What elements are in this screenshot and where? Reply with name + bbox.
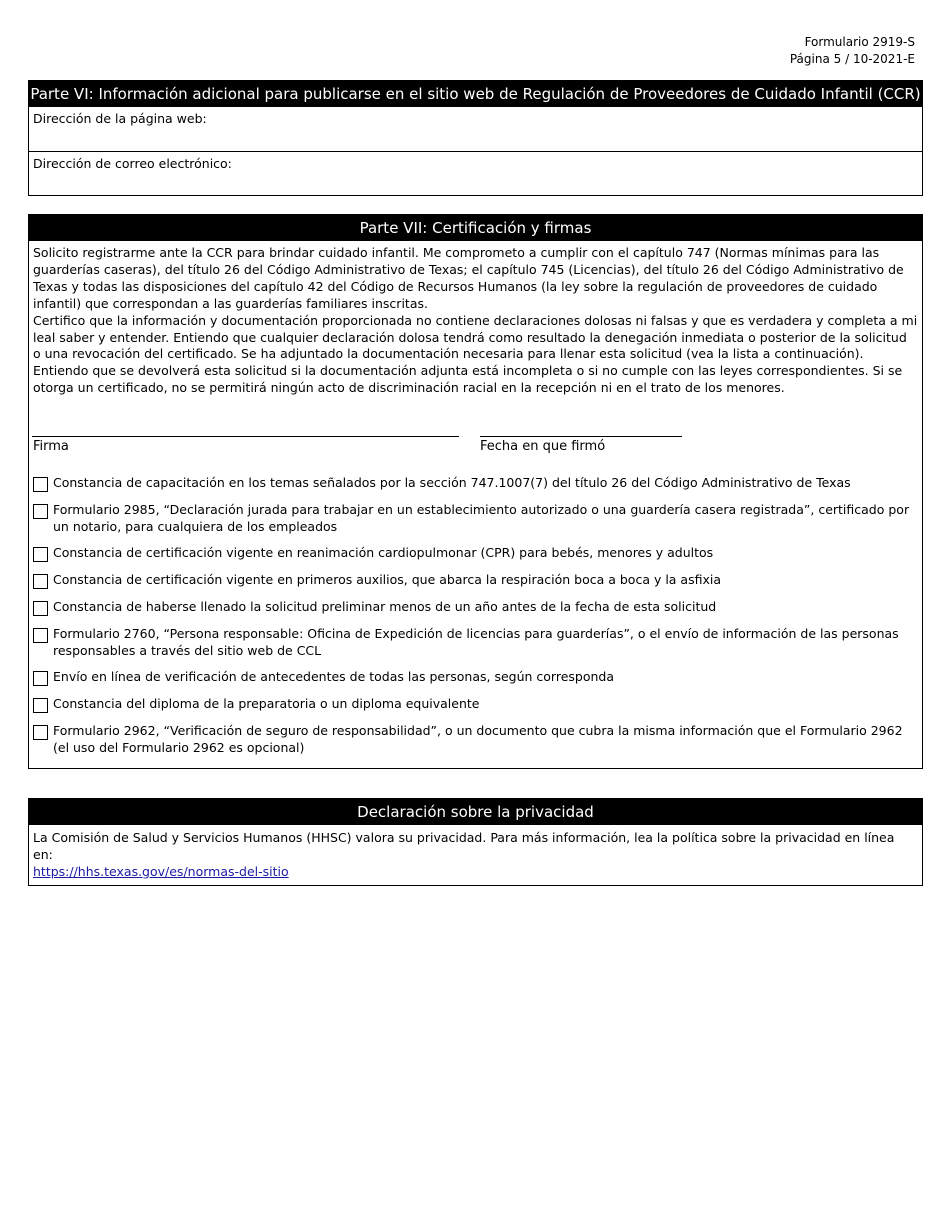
checkbox[interactable] [33,698,48,713]
signature-date-line[interactable] [480,436,682,437]
checkbox[interactable] [33,601,48,616]
checklist-item-label: Constancia de haberse llenado la solicitud preliminar menos de un año antes de la fecha de esta solicitud [53,599,717,615]
checkbox[interactable] [33,628,48,643]
form-number: Formulario 2919-S [804,35,915,49]
page-info: Página 5 / 10-2021-E [789,52,915,66]
checklist-item-label: Constancia del diploma de la preparatoria o un diploma equivalente [53,696,480,712]
checklist-item-label: Constancia de certificación vigente en reanimación cardiopulmonar (CPR) para bebés, menores y adultos [53,545,714,561]
checklist-item [33,696,918,713]
signature-label: Firma [33,439,69,455]
checklist-item [33,669,918,686]
checkbox[interactable] [33,574,48,589]
checkbox[interactable] [33,671,48,686]
checklist-item [33,626,918,659]
checklist-item [33,723,918,756]
checklist-item [33,475,918,492]
certification-text [29,241,922,397]
web-address-label: Dirección de la página web: [33,111,207,126]
web-address-field[interactable] [29,107,922,151]
checklist-item-label: Formulario 2760, “Persona responsable: Oficina de Expedición de licencias para guarderías”, o el envío de información de las personas responsables a través del sitio web de CCL [53,626,899,658]
privacy-title: Declaración sobre la privacidad [29,799,922,825]
certification-paragraph-1: Solicito registrarme ante la CCR para brindar cuidado infantil. Me comprometo a cumplir con el capítulo 747 (Normas mínimas para las guarderías caseras), del título 26 del Código Administrativo de Texas; el capítulo 745 (Licencias), del título 26 del Código Administrativo de Texas y todas las disposiciones del capítulo 42 del Código de Recursos Humanos (la ley sobre la regulación de proveedores de cuidado infantil) que correspondan a las guarderías familiares inscritas. [33,245,904,311]
document-checklist [29,469,922,768]
checkbox[interactable] [33,547,48,562]
checkbox[interactable] [33,504,48,519]
checklist-item-label: Formulario 2962, “Verificación de seguro de responsabilidad”, o un documento que cubra la misma información que el Formulario 2962 (el uso del Formulario 2962 es opcional) [53,723,903,755]
part7-section [28,214,923,769]
checklist-item [33,572,918,589]
form-identifier [790,34,915,68]
checklist-item-label: Envío en línea de verificación de antecedentes de todas las personas, según corresponda [53,669,615,685]
privacy-section [28,798,923,886]
checklist-item-label: Constancia de capacitación en los temas señalados por la sección 747.1007(7) del título 26 del Código Administrativo de Texas [53,475,851,491]
email-address-field[interactable] [29,151,922,195]
signature-area [29,397,922,469]
checklist-item [33,545,918,562]
privacy-policy-link[interactable]: https://hhs.texas.gov/es/normas-del-sitio [33,864,289,879]
part6-title: Parte VI: Información adicional para publicarse en el sitio web de Regulación de Proveedores de Cuidado Infantil (CCR) [29,81,922,107]
checklist-item [33,599,918,616]
checkbox[interactable] [33,477,48,492]
privacy-statement [29,825,922,885]
part7-title: Parte VII: Certificación y firmas [29,215,922,241]
privacy-text: La Comisión de Salud y Servicios Humanos (HHSC) valora su privacidad. Para más información, lea la política sobre la privacidad en línea en: [33,830,895,862]
email-address-label: Dirección de correo electrónico: [33,156,232,171]
part6-section [28,80,923,196]
checklist-item-label: Formulario 2985, “Declaración jurada para trabajar en un establecimiento autorizado o una guardería casera registrada”, certificado por un notario, para cualquiera de los empleados [53,502,910,534]
checklist-item-label: Constancia de certificación vigente en primeros auxilios, que abarca la respiración boca a boca y la asfixia [53,572,722,588]
certification-paragraph-2: Certifico que la información y documentación proporcionada no contiene declaraciones dolosas ni falsas y que es verdadera y completa a mi leal saber y entender. Entiendo que cualquier declaración dolosa tendrá como resultado la denegación inmediata o posterior de la solicitud o una revocación del certificado. Se ha adjuntado la documentación necesaria para llenar esta solicitud (vea la lista a continuación). Entiendo que se devolverá esta solicitud si la documentación adjunta está incompleta o si no cumple con las leyes correspondientes. Si se otorga un certificado, no se permitirá ningún acto de discriminación racial en la recepción ni en el trato de los menores. [33,312,918,396]
checkbox[interactable] [33,725,48,740]
checklist-item [33,502,918,535]
signature-date-label: Fecha en que firmó [480,439,606,455]
signature-line[interactable] [32,436,459,437]
